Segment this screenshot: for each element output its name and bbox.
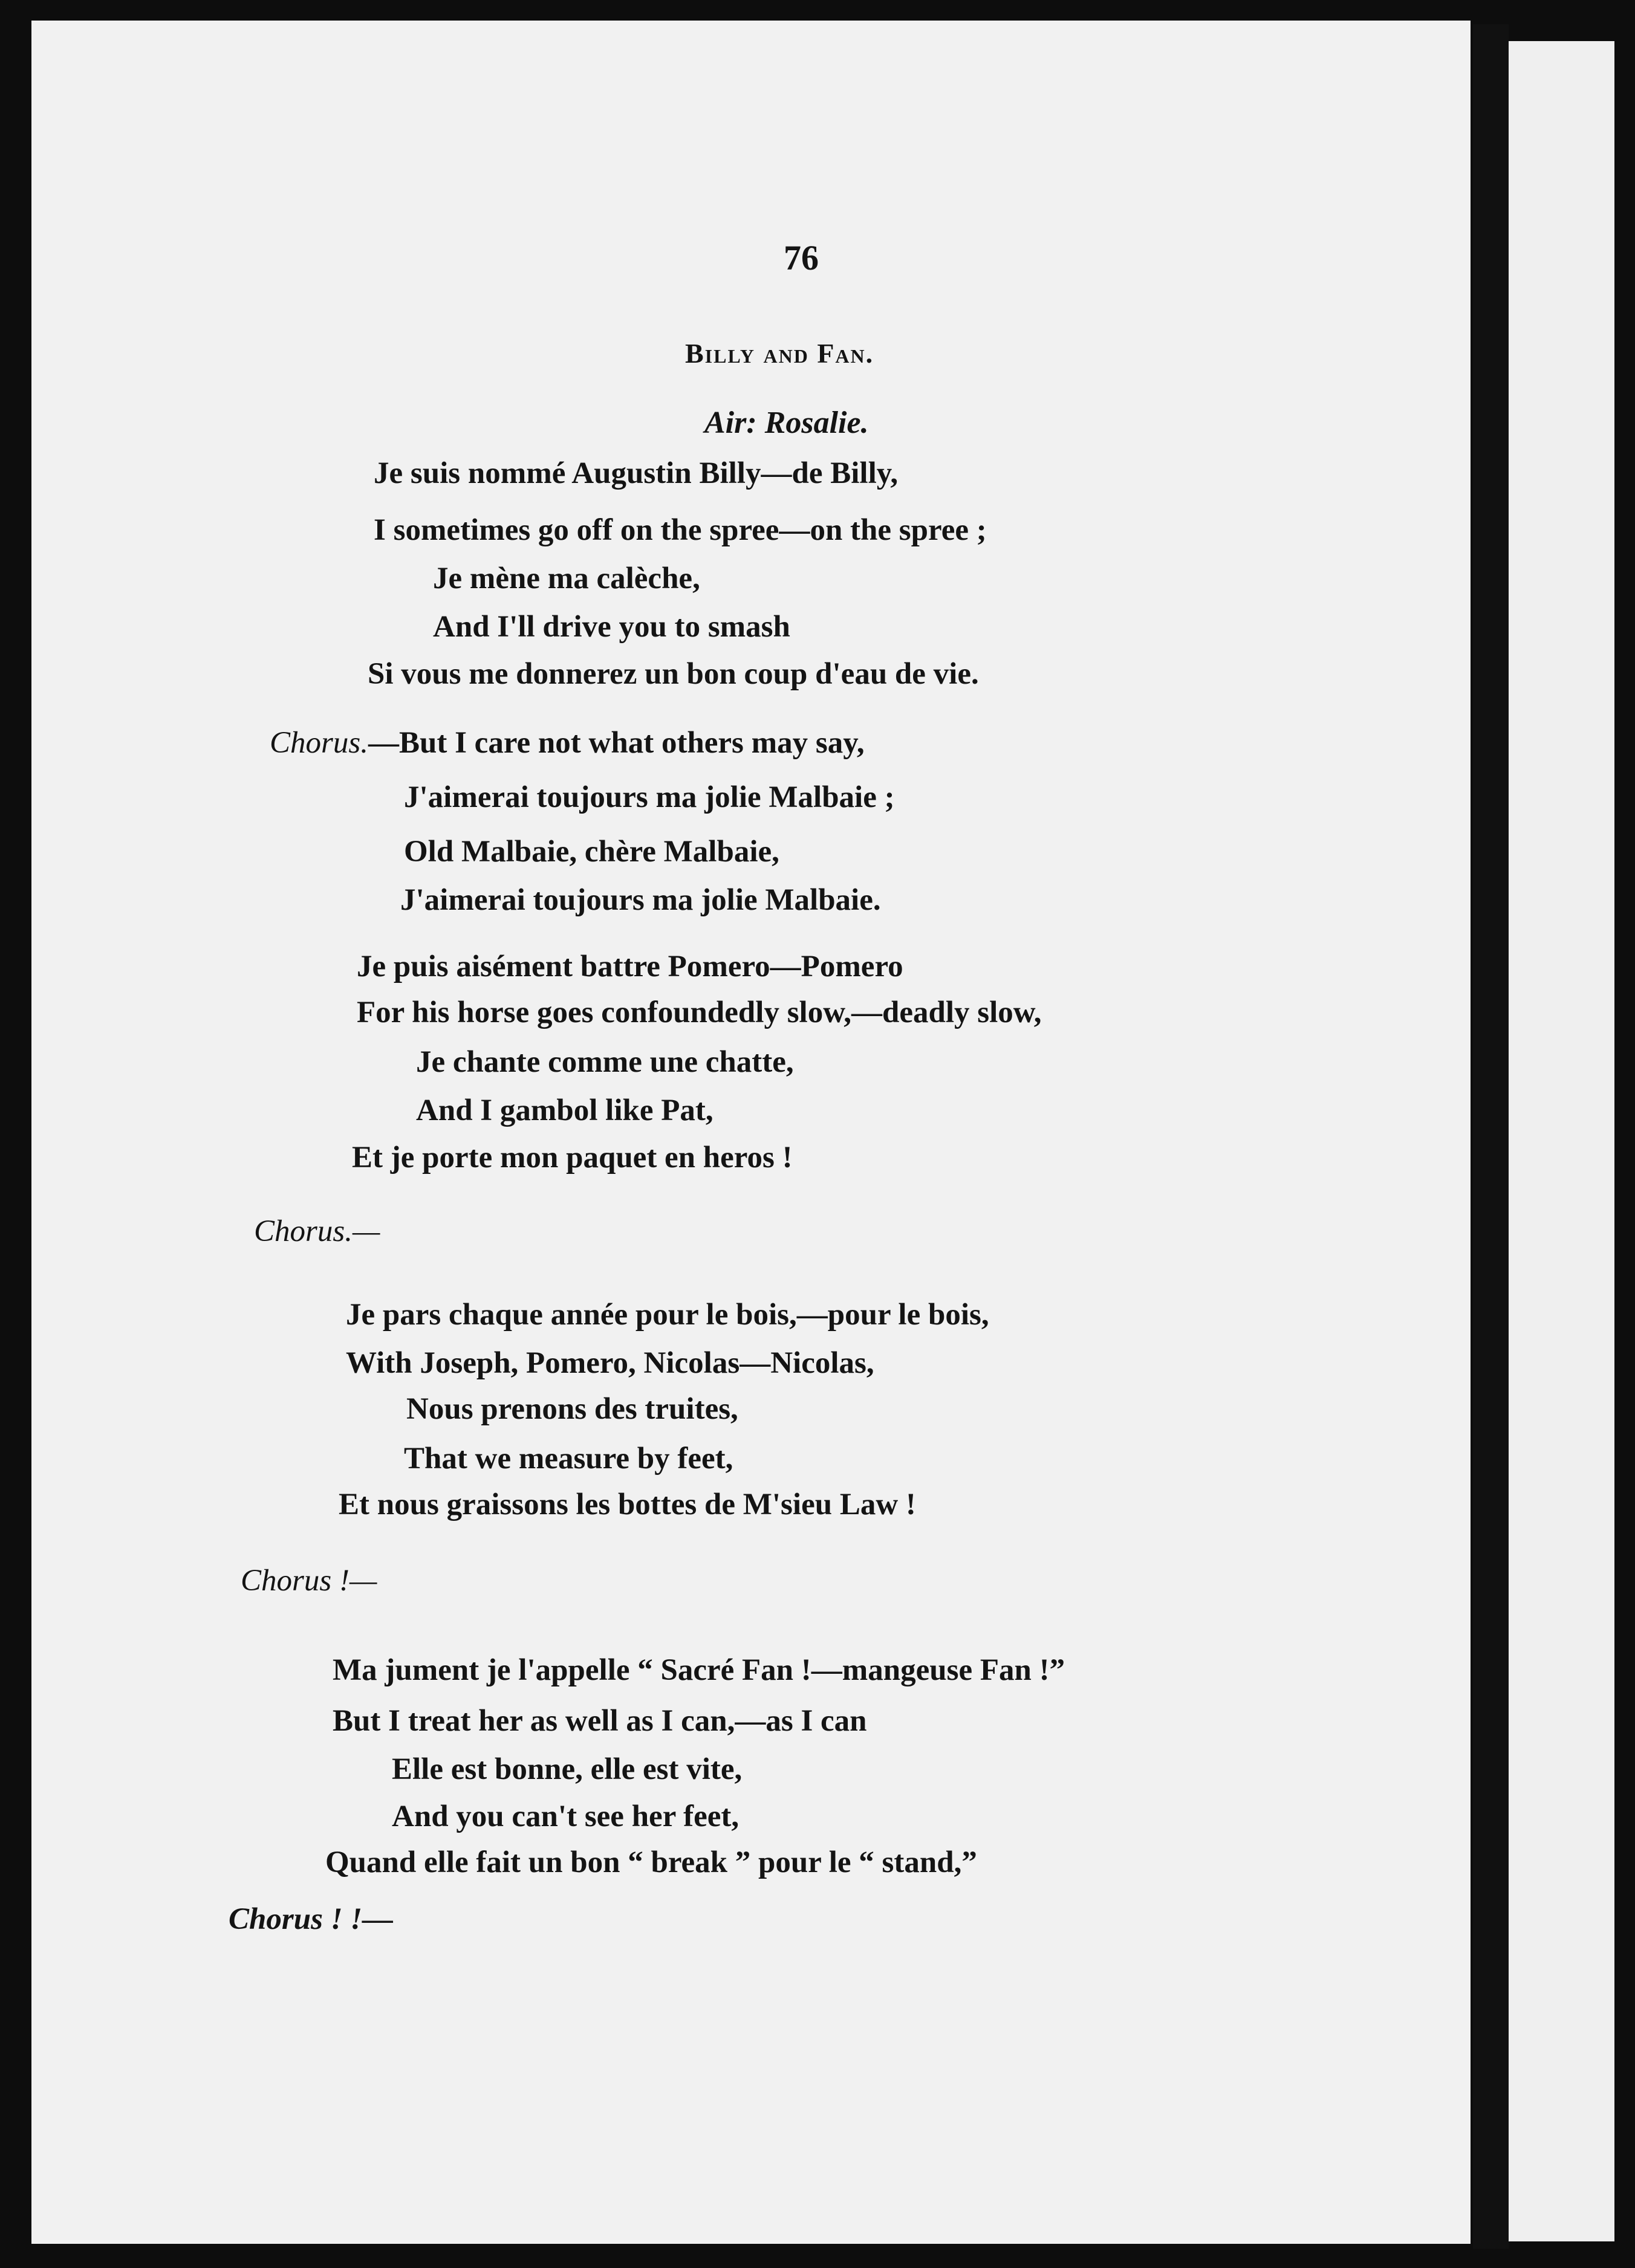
verse-line: For his horse goes confoundedly slow,—deadly slow,	[357, 996, 1042, 1029]
chorus-reference: Chorus ! !—	[229, 1902, 394, 1936]
verse-line: With Joseph, Pomero, Nicolas—Nicolas,	[346, 1346, 874, 1380]
verse-line: Je pars chaque année pour le bois,—pour le bois,	[346, 1298, 989, 1332]
chorus-label: Chorus.	[270, 726, 368, 760]
verse-line: Je mène ma calèche,	[433, 562, 700, 595]
verse-line: But I treat her as well as I can,—as I can	[333, 1704, 867, 1738]
verse-line: And you can't see her feet,	[392, 1800, 739, 1833]
verse-line: Quand elle fait un bon “ break ” pour le “ stand,”	[325, 1845, 977, 1879]
chorus-line: J'aimerai toujours ma jolie Malbaie.	[400, 883, 881, 917]
chorus-reference: Chorus.—	[254, 1214, 380, 1248]
song-title: Billy and Fan.	[685, 338, 874, 369]
chorus-line: J'aimerai toujours ma jolie Malbaie ;	[404, 780, 895, 814]
verse-line: Nous prenons des truites,	[406, 1392, 738, 1426]
verse-line: And I'll drive you to smash	[433, 610, 790, 644]
chorus-line: Old Malbaie, chère Malbaie,	[404, 835, 779, 869]
verse-line: Je suis nommé Augustin Billy—de Billy,	[374, 456, 899, 490]
verse-line: And I gambol like Pat,	[416, 1094, 713, 1127]
chorus-line: —But I care not what others may say,	[368, 726, 865, 760]
tune-name: Air: Rosalie.	[704, 406, 869, 440]
chorus-first-line	[270, 728, 865, 759]
verse-line: I sometimes go off on the spree—on the spree ;	[374, 513, 987, 547]
verse-line: Elle est bonne, elle est vite,	[392, 1752, 743, 1786]
verse-line: Et je porte mon paquet en heros !	[352, 1141, 793, 1174]
page-number: 76	[784, 238, 819, 277]
verse-line: Je chante comme une chatte,	[416, 1045, 794, 1079]
chorus-reference: Chorus !—	[241, 1564, 377, 1598]
verse-line: That we measure by feet,	[404, 1442, 733, 1476]
verse-line: Ma jument je l'appelle “ Sacré Fan !—mangeuse Fan !”	[333, 1653, 1065, 1687]
verse-line: Je puis aisément battre Pomero—Pomero	[357, 950, 903, 983]
verse-line: Si vous me donnerez un bon coup d'eau de vie.	[368, 657, 979, 691]
verse-line: Et nous graissons les bottes de M'sieu Law !	[339, 1488, 916, 1521]
page-gutter-shadow	[1473, 24, 1509, 2249]
facing-page-edge	[1509, 41, 1614, 2241]
